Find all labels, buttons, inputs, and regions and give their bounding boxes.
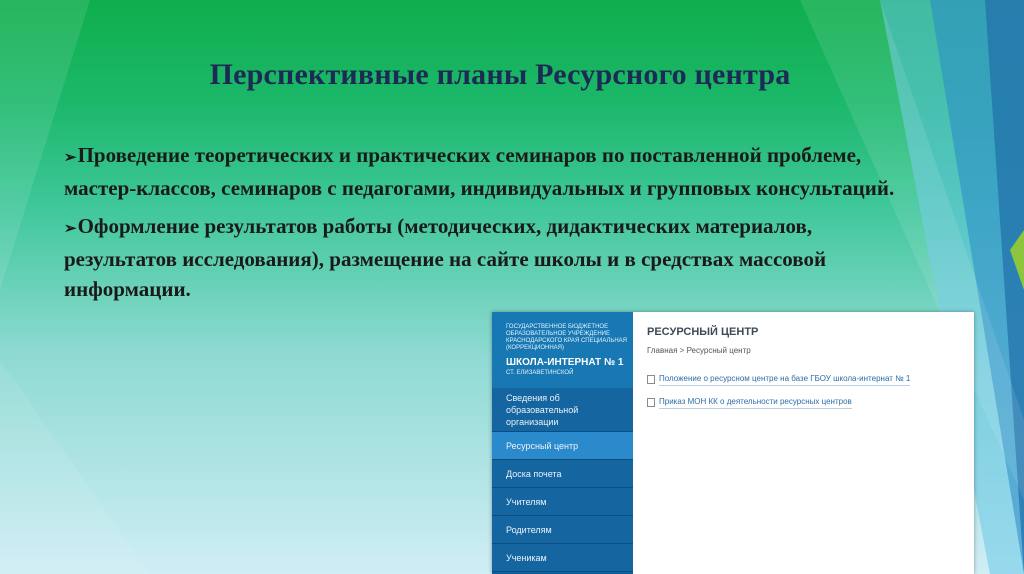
document-link-text[interactable]: Приказ МОН КК о деятельности ресурсных центров <box>659 397 852 409</box>
bullet-text: Оформление результатов работы (методических, дидактических материалов, результатов исследования), размещение на сайте школы и в средствах массовой информации. <box>64 214 827 301</box>
document-link[interactable] <box>647 397 967 409</box>
nav-item-resource-center[interactable]: Ресурсный центр <box>492 432 633 460</box>
bullet-text: Проведение теоретических и практических семинаров по поставленной проблеме, мастер-классов, семинаров с педагогами, индивидуальных и групповых консультаций. <box>64 143 895 200</box>
page-heading: РЕСУРСНЫЙ ЦЕНТР <box>647 326 759 338</box>
nav-item-teachers[interactable]: Учителям <box>492 488 633 516</box>
nav-item-honor-board[interactable]: Доска почета <box>492 460 633 488</box>
arrow-bullet-icon: ➢ <box>64 221 77 237</box>
document-list <box>647 374 967 420</box>
website-nav <box>492 388 633 572</box>
website-sidebar <box>492 312 633 574</box>
document-icon <box>647 375 655 384</box>
bullet-item <box>64 140 914 203</box>
logo-location: СТ. ЕЛИЗАВЕТИНСКОЙ <box>506 370 574 376</box>
document-link-text[interactable]: Положение о ресурсном центре на базе ГБОУ школа-интернат № 1 <box>659 374 910 386</box>
nav-item-parents[interactable]: Родителям <box>492 516 633 544</box>
document-icon <box>647 398 655 407</box>
logo-org-text: ГОСУДАРСТВЕННОЕ БЮДЖЕТНОЕ ОБРАЗОВАТЕЛЬНОЕ УЧРЕЖДЕНИЕ КРАСНОДАРСКОГО КРАЯ СПЕЦИАЛЬНАЯ (КОРРЕКЦИОННАЯ) <box>506 324 628 351</box>
arrow-bullet-icon: ➢ <box>64 150 77 166</box>
website-main-content <box>633 312 974 574</box>
nav-item-org-info[interactable]: Сведения об образовательной организации <box>492 388 633 432</box>
website-screenshot <box>492 312 974 574</box>
breadcrumb[interactable]: Главная > Ресурсный центр <box>647 346 751 355</box>
document-link[interactable] <box>647 374 967 386</box>
logo-school-name: ШКОЛА-ИНТЕРНАТ № 1 <box>506 357 624 368</box>
nav-item-students[interactable]: Ученикам <box>492 544 633 572</box>
school-logo-block[interactable] <box>492 312 633 388</box>
bullet-item <box>64 211 914 304</box>
bullet-list <box>64 140 914 312</box>
slide-title: Перспективные планы Ресурсного центра <box>209 58 791 91</box>
